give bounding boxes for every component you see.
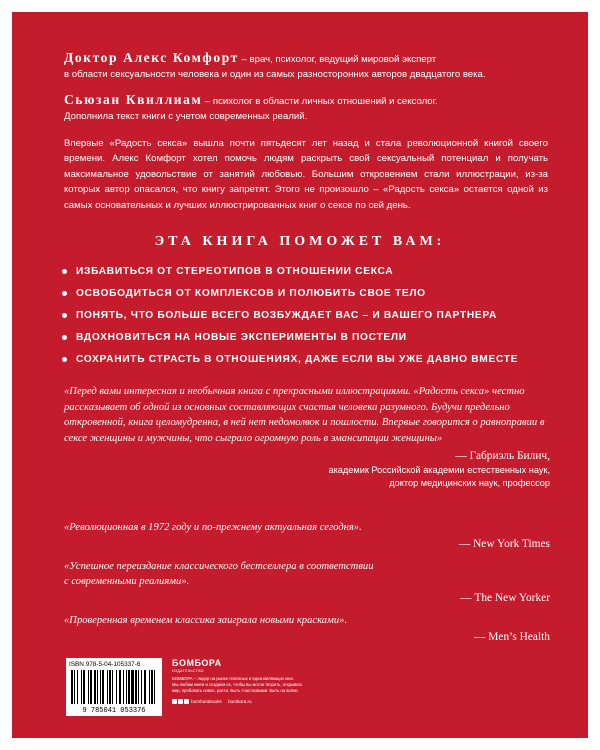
- barcode-bar: [116, 670, 118, 704]
- bullet-dot-icon: [62, 269, 67, 274]
- benefit-list: [62, 261, 542, 371]
- review-text: «Перед вами интересная и необычная книга с прекрасными иллюстрациями. «Радость секса» честно рассказывает об одной из основных составляющих счастья человека разумного. Будучи предельно откровенной, книга целомудренна, в ней нет недомолвок и пошлости. Впервые говорится о равноправии в сексе женщины и мужчины, что сыграло огромную роль в эмансипации женщины»: [64, 386, 545, 444]
- barcode-bar: [128, 670, 130, 704]
- benefit-text: ИЗБАВИТЬСЯ ОТ СТЕРЕОТИПОВ В ОТНОШЕНИИ СЕКСА: [76, 266, 394, 277]
- benefit-text: СОХРАНИТЬ СТРАСТЬ В ОТНОШЕНИЯХ, ДАЖЕ ЕСЛИ ВЫ УЖЕ ДАВНО ВМЕСТЕ: [76, 354, 519, 365]
- barcode: [66, 658, 162, 716]
- press-quote: [64, 613, 550, 645]
- author-name: Доктор Алекс Комфорт: [64, 50, 239, 65]
- publisher-socials: [172, 698, 312, 705]
- barcode-bar: [90, 670, 93, 704]
- barcode-bar: [74, 670, 75, 704]
- benefit-item: [62, 349, 542, 371]
- benefit-item: [62, 283, 542, 305]
- quote-text: с современными реалиями».: [64, 576, 190, 587]
- barcode-bar: [123, 670, 124, 704]
- barcode-bar: [109, 670, 111, 704]
- bullet-dot-icon: [62, 313, 67, 318]
- press-quote: [64, 559, 550, 606]
- press-quote: [64, 520, 550, 552]
- review-author: — Габриэль Билич,: [455, 450, 550, 462]
- publisher-subtitle: ИЗДАТЕЛЬСТВО: [172, 669, 204, 673]
- quote-source: — New York Times: [458, 538, 550, 550]
- author-bio-continued: Дополнила текст книги с учетом современных реалий.: [64, 111, 308, 122]
- barcode-bar: [71, 670, 73, 704]
- author-bio: – психолог в области личных отношений и сексолог.: [202, 96, 438, 107]
- benefit-item: [62, 261, 542, 283]
- author-bio: – врач, психолог, ведущий мировой эксперт: [238, 54, 437, 65]
- barcode-bar: [94, 670, 96, 704]
- barcode-bar: [100, 670, 101, 704]
- quote-source: — Men’s Health: [474, 631, 550, 643]
- intro-paragraph: Впервые «Радость секса» вышла почти пятьдесят лет назад и стала революционной книгой своего времени. Алекс Комфорт хотел помочь людям раскрыть свой сексуальный потенциал и получать максимальное удовольствие от занятий любовью. Большим откровением стали иллюстрации, из-за которых автор опасался, что книгу запретят. Этого не произошло – «Радость секса» остается одной из самых основательных и лучших иллюстрированных книг о сексе по сей день.: [64, 138, 548, 211]
- barcode-bar: [138, 670, 139, 704]
- author-name: Сьюзан Квиллиам: [64, 92, 203, 107]
- bullet-dot-icon: [62, 357, 67, 362]
- barcode-digits: 9 785041 053376: [82, 707, 146, 715]
- benefit-text: ВДОХНОВИТЬСЯ НА НОВЫЕ ЭКСПЕРИМЕНТЫ В ПОСТЕЛИ: [76, 332, 407, 343]
- barcode-bar: [83, 670, 85, 704]
- barcode-bar: [102, 670, 104, 704]
- social-icon: [178, 699, 183, 704]
- isbn-number: ISBN 978-5-04-105337-6: [69, 661, 141, 668]
- quote-text: «Успешное переиздание классического бестселлера в соответствии: [64, 561, 374, 572]
- expert-review: [64, 384, 550, 489]
- barcode-bar: [88, 670, 89, 704]
- barcode-bar: [149, 670, 150, 704]
- barcode-bar: [112, 670, 113, 704]
- barcode-bar: [131, 670, 134, 704]
- slogan-line: Мы любим книги и создаем их, чтобы вы могли творить, открывать: [172, 682, 303, 687]
- quote-text: «Проверенная временем классика заиграла новыми красками».: [64, 615, 348, 626]
- barcode-bar: [97, 670, 98, 704]
- helps-heading: ЭТА КНИГА ПОМОЖЕТ ВАМ:: [154, 234, 446, 249]
- quote-source: — The New Yorker: [460, 592, 550, 604]
- author-bio-continued: в области сексуальности человека и один из самых разносторонних авторов двадцатого века.: [64, 69, 486, 80]
- barcode-bar: [77, 670, 78, 704]
- benefit-text: ПОНЯТЬ, ЧТО БОЛЬШЕ ВСЕГО ВОЗБУЖДАЕТ ВАС – И ВАШЕГО ПАРТНЕРА: [76, 310, 498, 321]
- benefit-item: [62, 305, 542, 327]
- bullet-dot-icon: [62, 335, 67, 340]
- social-icon: [172, 699, 177, 704]
- back-cover: [12, 12, 588, 738]
- benefit-text: ОСВОБОДИТЬСЯ ОТ КОМПЛЕКСОВ И ПОЛЮБИТЬ СВОЕ ТЕЛО: [76, 288, 426, 299]
- quote-text: «Революционная в 1972 году и по-прежнему актуальная сегодня».: [64, 522, 362, 533]
- barcode-bar: [135, 670, 137, 704]
- barcode-bar: [154, 670, 155, 704]
- slogan-line: БОМБОРА – лидер на рынке полезных и вдохновляющих книг.: [172, 676, 294, 681]
- bullet-dot-icon: [62, 291, 67, 296]
- barcode-bar: [151, 670, 153, 704]
- barcode-bar: [144, 670, 147, 704]
- publisher-slogan: [172, 676, 312, 694]
- barcode-bar: [126, 670, 127, 704]
- barcode-bar: [107, 670, 108, 704]
- review-credentials: академик Российской академии естественных наук,: [328, 465, 550, 475]
- social-handle: bomborabooks: [191, 699, 222, 704]
- barcode-bar: [119, 670, 122, 704]
- barcode-bar: [81, 670, 82, 704]
- review-credentials: доктор медицинских наук, профессор: [389, 477, 550, 488]
- social-icon: [184, 699, 189, 704]
- benefit-item: [62, 327, 542, 349]
- publisher-logo: БОМБОРА: [172, 658, 222, 668]
- barcode-bars: [71, 670, 157, 704]
- authors-block: [64, 50, 564, 134]
- publisher-block: [172, 658, 312, 705]
- author-quilliam: [64, 92, 564, 124]
- slogan-line: мир, пробовать новое, расти. Быть счастливыми. Быть на волне.: [172, 688, 299, 693]
- barcode-bar: [141, 670, 142, 704]
- author-comfort: [64, 50, 564, 82]
- publisher-site: bombora.ru: [228, 699, 252, 704]
